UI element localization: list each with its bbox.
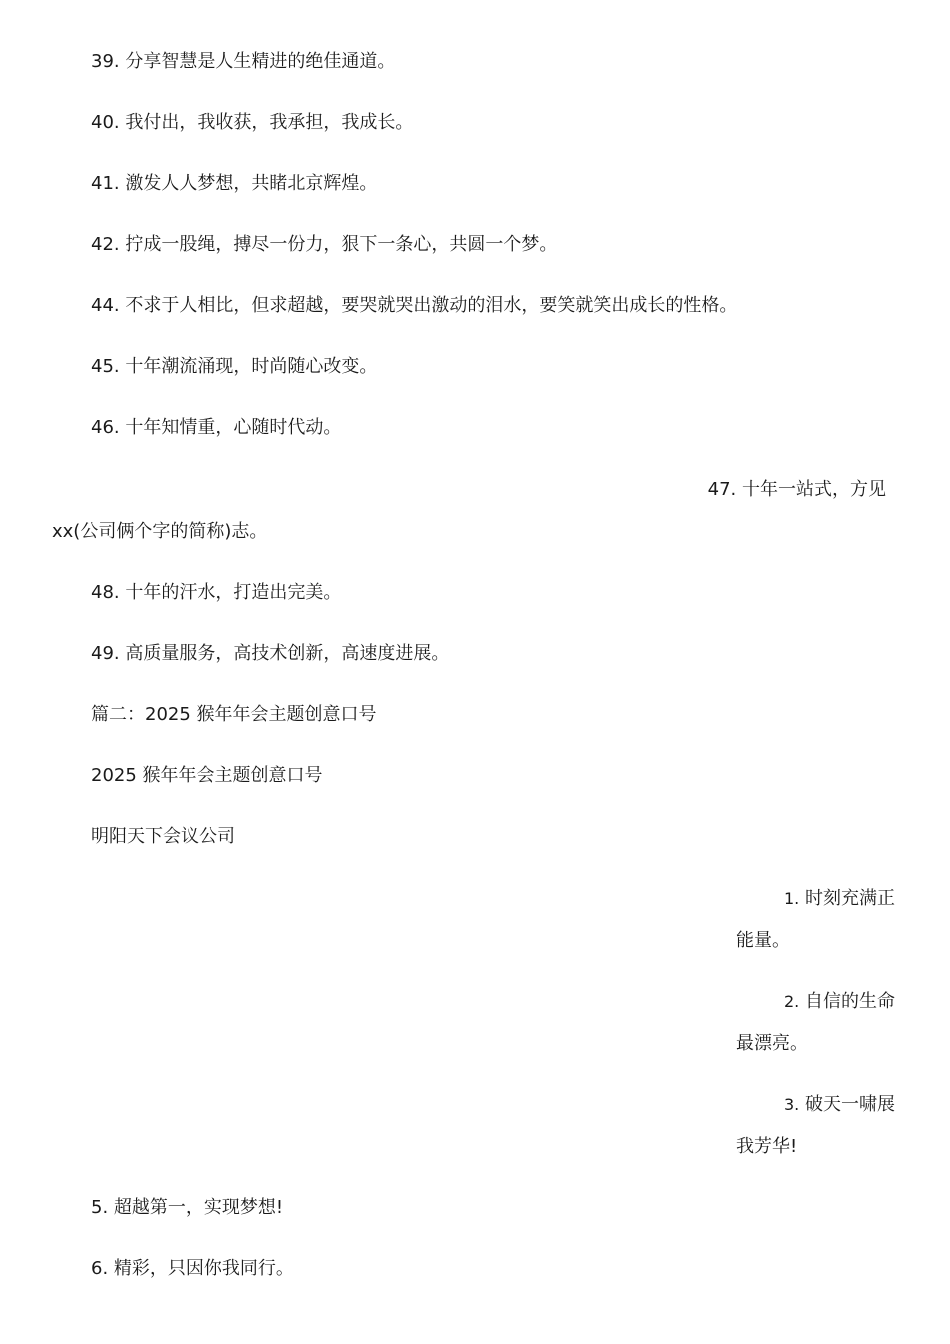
item-text: 超越第一，实现梦想!: [113, 1197, 284, 1218]
list-item: [91, 642, 449, 666]
item-text: 精彩，只因你我同行。: [113, 1258, 294, 1279]
company-name: 明阳天下会议公司: [91, 826, 235, 847]
item-number: 46.: [91, 417, 120, 438]
item-text: 分享智慧是人生精进的绝佳通道。: [125, 51, 396, 72]
item-number: 44.: [91, 295, 120, 316]
right-list-item-line2: 能量。: [736, 930, 790, 951]
list-item: [91, 111, 413, 135]
right-list-item-line1: [784, 990, 895, 1014]
item-text: 破天一啸展: [805, 1094, 895, 1115]
item-number: 45.: [91, 356, 120, 377]
item-text: 拧成一股绳，搏尽一份力，狠下一条心，共圆一个梦。: [125, 234, 558, 255]
item-number: 5.: [91, 1197, 109, 1218]
list-item-47-line2: xx(公司俩个字的简称)志。: [52, 521, 268, 542]
list-item: [91, 416, 341, 440]
item-text: 自信的生命: [805, 991, 895, 1012]
item-number: 42.: [91, 234, 120, 255]
item-number: 2.: [784, 992, 800, 1011]
list-item: [91, 355, 377, 379]
item-text: 十年的汗水，打造出完美。: [125, 582, 342, 603]
item-number: 40.: [91, 112, 120, 133]
item-text: 时刻充满正: [805, 888, 895, 909]
right-list-item-line2: 我芳华!: [736, 1136, 798, 1157]
item-number: 1.: [784, 889, 800, 908]
right-list-item-line1: [784, 1093, 895, 1117]
section-heading: 篇二：2025 猴年年会主题创意口号: [91, 704, 377, 725]
item-text: 十年知情重，心随时代动。: [125, 417, 342, 438]
item-number: 3.: [784, 1095, 800, 1114]
item-text: 十年潮流涌现，时尚随心改变。: [125, 356, 378, 377]
item-text: 不求于人相比，但求超越，要哭就哭出激动的泪水，要笑就笑出成长的性格。: [125, 295, 738, 316]
item-text: 激发人人梦想，共睹北京辉煌。: [125, 173, 378, 194]
list-item: [91, 1196, 283, 1220]
list-item-47-line1: 47. 十年一站式，方见: [707, 479, 886, 500]
list-item: [91, 50, 395, 74]
item-text: 我付出，我收获，我承担，我成长。: [125, 112, 414, 133]
item-number: 41.: [91, 173, 120, 194]
list-item: [91, 294, 737, 318]
list-item: [91, 1257, 294, 1281]
section-title: 2025 猴年年会主题创意口号: [91, 765, 323, 786]
list-item: [91, 581, 341, 605]
item-text: 高质量服务，高技术创新，高速度进展。: [125, 643, 450, 664]
right-list-item-line1: [784, 887, 895, 911]
item-number: 39.: [91, 51, 120, 72]
item-number: 6.: [91, 1258, 109, 1279]
item-number: 48.: [91, 582, 120, 603]
item-number: 49.: [91, 643, 120, 664]
list-item: [91, 233, 557, 257]
list-item: [91, 172, 377, 196]
right-list-item-line2: 最漂亮。: [736, 1033, 808, 1054]
